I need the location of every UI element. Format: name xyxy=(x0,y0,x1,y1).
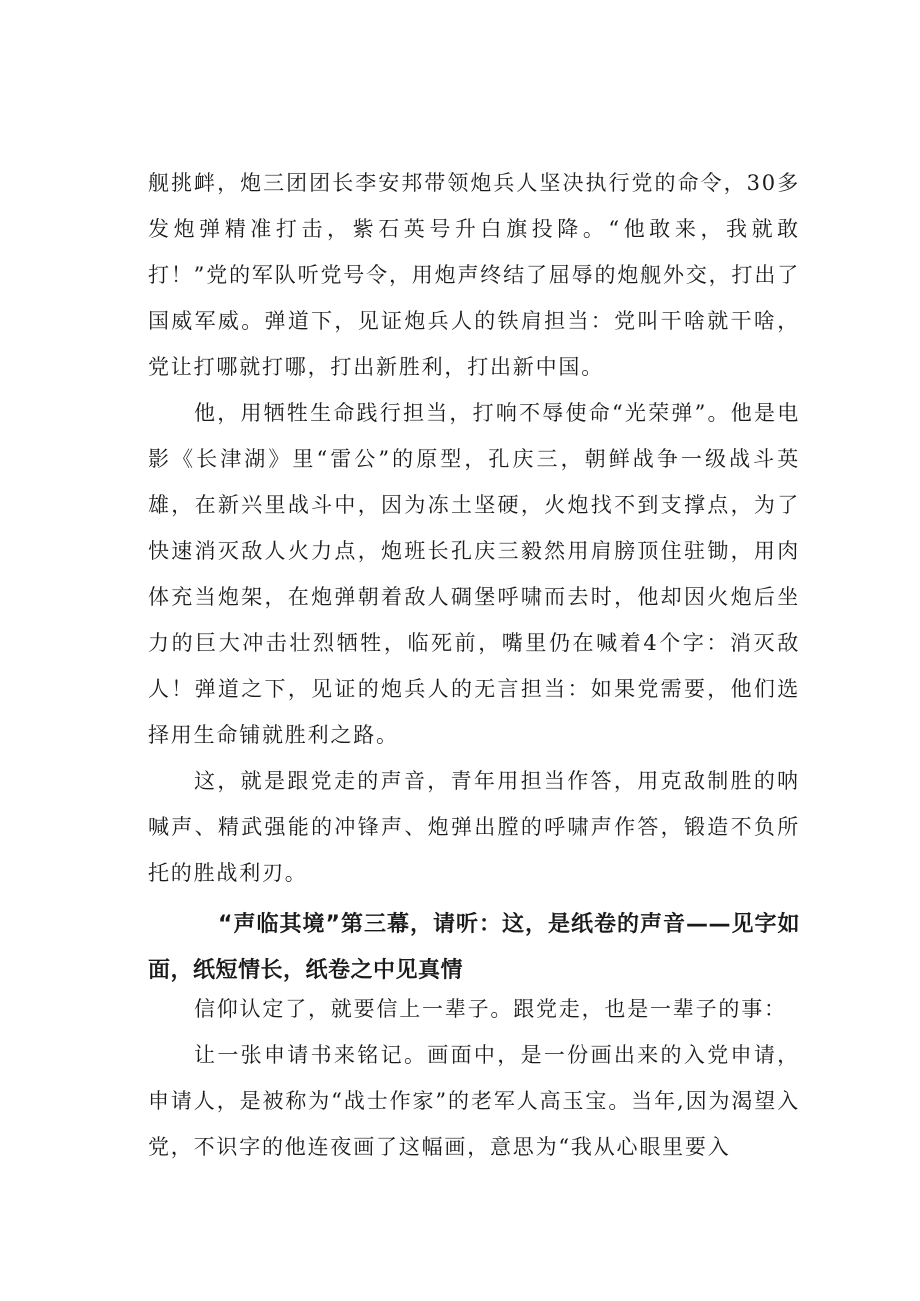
paragraph-gao-yubao-application: 让一张申请书来铭记。画面中，是一份画出来的入党申请，申请人，是被称为“战士作家”的老军人高玉宝。当年,因为渴望入党，不识字的他连夜画了这幅画，意思为“我从心眼里要入 xyxy=(148,1043,800,1159)
paragraph-kong-qingsan: 他，用牺牲生命践行担当，打响不辱使命“光荣弹”。他是电影《长津湖》里“雷公”的原型，孔庆三，朝鲜战争一级战斗英雄，在新兴里战斗中，因为冻土坚硬，火炮找不到支撑点，为了快速消灭敌人火力点，炮班长孔庆三毅然用肩膀顶住驻锄，用肉体充当炮架，在炮弹朝着敌人碉堡呼啸而去时，他却因火炮后坐力的巨大冲击壮烈牺牲，临死前，嘴里仍在喊着4个字：消灭敌人！弹道之下，见证的炮兵人的无言担当：如果党需要，他们选择用生命铺就胜利之路。 xyxy=(148,401,800,747)
paragraph-lifelong-faith: 信仰认定了，就要信上一辈子。跟党走，也是一辈子的事： xyxy=(194,997,787,1021)
document-body xyxy=(148,160,800,1170)
paragraph-voice-of-party: 这，就是跟党走的声音，青年用担当作答，用克敌制胜的呐喊声、精武强能的冲锋声、炮弹出膛的呼啸声作答，锻造不负所托的胜战利刃。 xyxy=(148,769,800,885)
section-heading-act-three: “声临其境”第三幕，请听：这，是纸卷的声音——见字如面，纸短情长，纸卷之中见真情 xyxy=(148,912,800,983)
paragraph-zishiying-incident: 舰挑衅，炮三团团长李安邦带领炮兵人坚决执行党的命令，30多发炮弹精准打击，紫石英号升白旗投降。“他敢来，我就敢打！”党的军队听党号令，用炮声终结了屈辱的炮舰外交，打出了国威军威。弹道下，见证炮兵人的铁肩担当：党叫干啥就干啥，党让打哪就打哪，打出新胜利，打出新中国。 xyxy=(148,171,800,379)
